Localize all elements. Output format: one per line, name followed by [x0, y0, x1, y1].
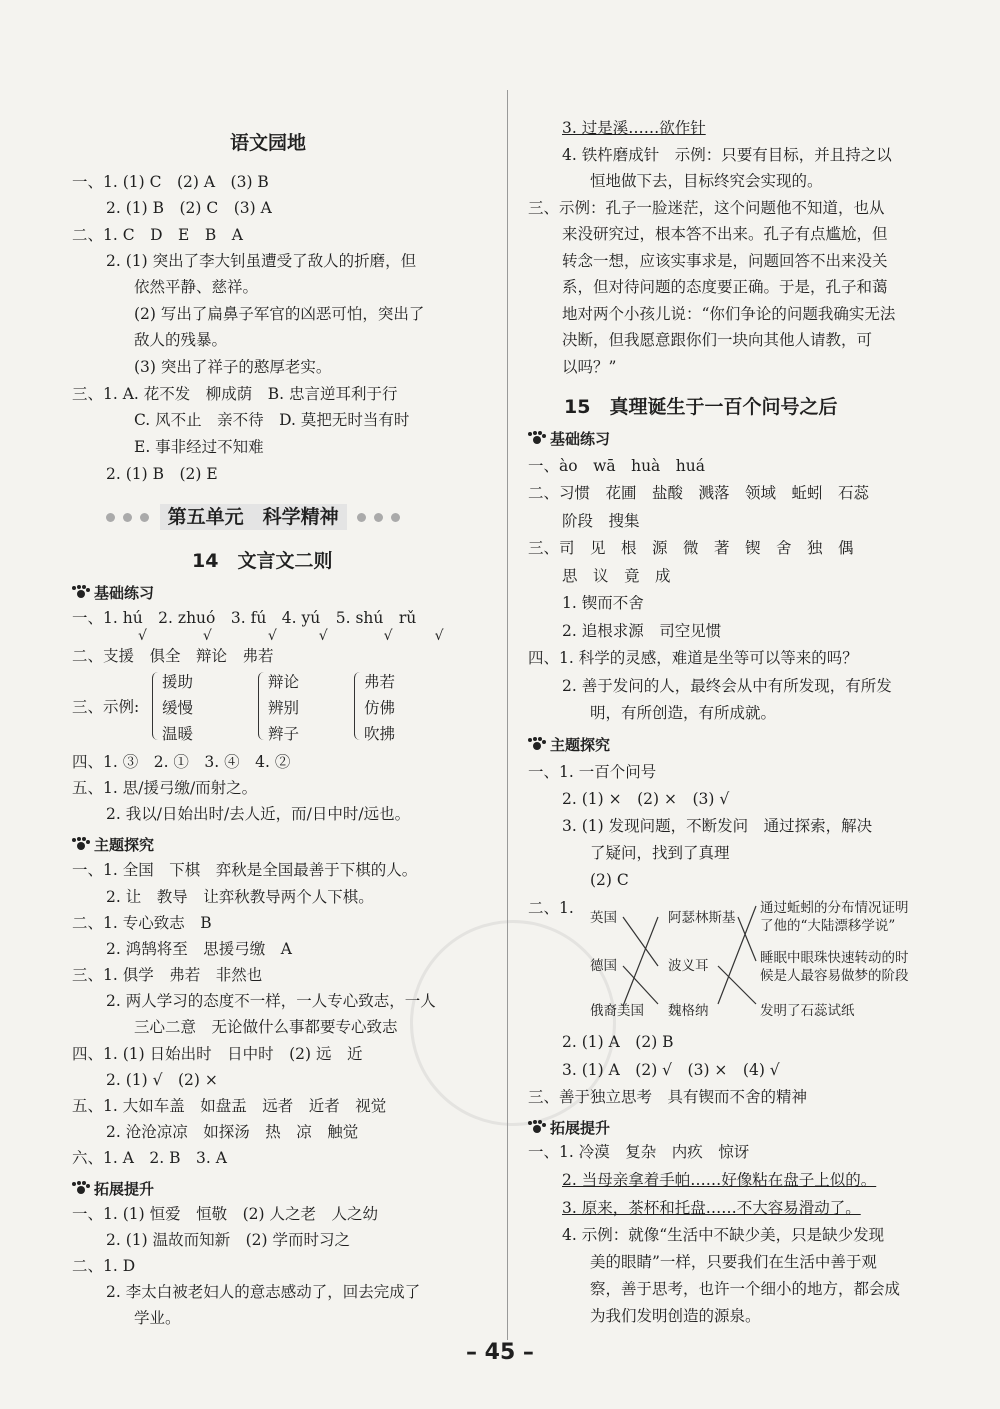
answer-line: 2. (1) 温故而知新 (2) 学而时习之	[106, 1231, 350, 1249]
answer-line: 三、示例：孔子一脸迷茫，这个问题他不知道，也从	[528, 199, 885, 217]
answer-line: 恒地做下去，目标终究会实现的。	[590, 172, 823, 190]
paw-icon	[72, 1181, 90, 1195]
answer-line: 2. 沧沧凉凉 如探汤 热 凉 触觉	[106, 1123, 359, 1141]
match-country: 俄裔美国	[590, 1003, 644, 1019]
match-discovery: 了他的“大陆漂移学说”	[760, 918, 896, 934]
answer-line: 2. 追根求源 司空见惯	[562, 622, 722, 640]
answer-line: 三心二意 无论做什么事都要专心致志	[134, 1018, 398, 1036]
section-header: 主题探究	[528, 734, 610, 755]
answer-line: 一、1. 一百个问号	[528, 763, 657, 781]
unit-title: 第五单元 科学精神	[160, 504, 347, 530]
example-word: 仿佛	[364, 699, 396, 717]
unit-banner	[102, 502, 404, 529]
section-header: 基础练习	[72, 582, 154, 603]
answer-line: 2. (1) A (2) B	[562, 1033, 674, 1051]
check-marks: √ √ √ √ √ √	[138, 628, 444, 644]
answer-line: 一、1. (1) C (2) A (3) B	[72, 173, 269, 191]
answer-line: 系，但对待问题的态度要正确。于是，孔子和蔼	[562, 278, 888, 296]
answer-line: 三、1. 俱学 弗若 非然也	[72, 966, 263, 984]
answer-line: 3. (1) 发现问题，不断发问 通过探索，解决	[562, 817, 873, 835]
answer-line: (2) 写出了扁鼻子军官的凶恶可怕，突出了	[134, 305, 425, 323]
answer-line: 以吗？”	[562, 358, 617, 376]
answer-line: 2. (1) B (2) E	[106, 465, 218, 483]
answer-line: C. 风不止 亲不待 D. 莫把无时当有时	[134, 411, 410, 429]
answer-line: 一、1. 全国 下棋 弈秋是全国最善于下棋的人。	[72, 861, 418, 879]
brace	[354, 672, 360, 740]
answer-line: 二、习惯 花圃 盐酸 溅落 领域 蚯蚓 石蕊	[528, 484, 870, 502]
paw-icon	[528, 737, 546, 751]
answer-line: (2) C	[590, 871, 629, 889]
answer-line: 五、1. 思/援弓缴/而射之。	[72, 779, 258, 797]
answer-line: 一、1. 冷漠 复杂 内疚 惊讶	[528, 1143, 750, 1161]
answer-line: 4. 铁杵磨成针 示例：只要有目标，并且持之以	[562, 146, 892, 164]
answer-line: 三、1. A. 花不发 柳成荫 B. 忠言逆耳利于行	[72, 385, 398, 403]
answer-line: 五、1. 大如车盖 如盘盂 远者 近者 视觉	[72, 1097, 387, 1115]
match-discovery: 通过蚯蚓的分布情况证明	[760, 900, 909, 916]
example-word: 弗若	[364, 673, 396, 691]
answer-line: 三、司 见 根 源 微 著 锲 舍 独 偶	[528, 539, 854, 557]
example-word: 温暖	[162, 725, 194, 743]
answer-line: 4. 示例：就像“生活中不缺少美，只是缺少发现	[562, 1226, 885, 1244]
answer-line: 来没研究过，根本答不出来。孔子有点尴尬，但	[562, 225, 888, 243]
match-discovery: 候是人最容易做梦的阶段	[760, 968, 909, 984]
answer-line: 察，善于思考，也许一个细小的地方，都会成	[590, 1280, 901, 1298]
answer-line: 2. 鸿鹄将至 思援弓缴 A	[106, 940, 292, 958]
match-discovery: 睡眠中眼珠快速转动的时	[760, 950, 909, 966]
answer-line: 四、1. ③ 2. ① 3. ④ 4. ②	[72, 753, 291, 771]
answer-line: 二、1. D	[72, 1257, 136, 1275]
example-word: 辨别	[268, 699, 300, 717]
paw-icon	[528, 431, 546, 445]
answer-line: 二、1. C D E B A	[72, 226, 243, 244]
example-word: 辫子	[268, 725, 300, 743]
answer-line: 一、ào wā huà huá	[528, 457, 705, 475]
answer-line: 2. 我以/日始出时/去人近，而/日中时/远也。	[106, 805, 411, 823]
answer-line: 3. 原来，茶杯和托盘……不大容易滑动了。	[562, 1199, 861, 1217]
lesson-title: 15 真理诞生于一百个问号之后	[564, 396, 838, 418]
answer-line: 为我们发明创造的源泉。	[590, 1307, 761, 1325]
answer-line: 2. 当母亲拿着手帕……好像粘在盘子上似的。	[562, 1171, 877, 1189]
answer-line: 四、1. 科学的灵感，难道是坐等可以等来的吗？	[528, 649, 858, 667]
match-discovery: 发明了石蕊试纸	[760, 1003, 855, 1019]
example-word: 援助	[162, 673, 194, 691]
answer-line: 美的眼睛”一样，只要我们在生活中善于观	[590, 1253, 877, 1271]
section-header: 拓展提升	[72, 1178, 154, 1199]
answer-line: 六、1. A 2. B 3. A	[72, 1149, 227, 1167]
answer-line: 转念一想，应该实事求是，问题回答不出来没关	[562, 252, 888, 270]
match-country: 英国	[590, 910, 617, 926]
answer-line: 2. 李太白被老妇人的意志感动了，回去完成了	[106, 1283, 421, 1301]
match-scientist: 魏格纳	[668, 1003, 709, 1019]
match-country: 德国	[590, 958, 617, 974]
column-divider	[507, 90, 508, 1340]
answer-line: 2. (1) B (2) C (3) A	[106, 199, 272, 217]
paw-icon	[528, 1120, 546, 1134]
answer-line: 阶段 搜集	[562, 512, 640, 530]
answer-line: 二、1. 专心致志 B	[72, 914, 212, 932]
answer-line: 二、支援 俱全 辩论 弗若	[72, 647, 274, 665]
answer-line: 2. 让 教导 让弈秋教导两个人下棋。	[106, 888, 374, 906]
answer-line: 决断，但我愿意跟你们一块向其他人请教，可	[562, 331, 873, 349]
answer-line: 地对两个小孩儿说：“你们争论的问题我确实无法	[562, 305, 896, 323]
answer-line: 1. 锲而不舍	[562, 594, 644, 612]
answer-line: 学业。	[134, 1309, 181, 1327]
section-header: 拓展提升	[528, 1117, 610, 1138]
answer-line: 3. 过是溪……欲作针	[562, 119, 706, 137]
section-header: 基础练习	[528, 428, 610, 449]
paw-icon	[72, 837, 90, 851]
answer-line: 3. (1) A (2) √ (3) × (4) √	[562, 1061, 780, 1079]
answer-line: 了疑问，找到了真理	[590, 844, 730, 862]
match-scientist: 波义耳	[668, 958, 709, 974]
answer-line: 敌人的残暴。	[134, 331, 228, 349]
example-word: 辩论	[268, 673, 300, 691]
answer-line: E. 事非经过不知难	[134, 438, 264, 456]
example-word: 缓慢	[162, 699, 194, 717]
answer-line: 思 议 竟 成	[562, 567, 671, 585]
brace	[152, 672, 158, 740]
answer-line: 四、1. (1) 日始出时 日中时 (2) 远 近	[72, 1045, 363, 1063]
answer-line: (3) 突出了祥子的憨厚老实。	[134, 358, 332, 376]
example-label: 三、示例:	[72, 698, 140, 716]
match-scientist: 阿瑟林斯基	[668, 910, 736, 926]
answer-line: 2. (1) √ (2) ×	[106, 1071, 218, 1089]
answer-line: 一、1. (1) 恒爱 恒敬 (2) 人之老 人之幼	[72, 1205, 378, 1223]
answer-line: 二、1.	[528, 899, 574, 917]
answer-line: 依然平静、慈祥。	[134, 278, 259, 296]
lesson-title: 14 文言文二则	[192, 550, 333, 572]
answer-line: 2. (1) 突出了李大钊虽遭受了敌人的折磨，但	[106, 252, 417, 270]
paw-icon	[72, 585, 90, 599]
example-word: 吹拂	[364, 725, 396, 743]
page-number: – 45 –	[466, 1340, 534, 1365]
answer-line: 三、善于独立思考 具有锲而不舍的精神	[528, 1088, 808, 1106]
answer-line: 2. 两人学习的态度不一样，一人专心致志，一人	[106, 992, 436, 1010]
section-header: 主题探究	[72, 834, 154, 855]
answer-line: 一、1. hú 2. zhuó 3. fú 4. yú 5. shú rǔ	[72, 609, 417, 627]
section-title: 语文园地	[230, 132, 307, 154]
answer-line: 2. 善于发问的人，最终会从中有所发现，有所发	[562, 677, 892, 695]
brace	[258, 672, 264, 740]
answer-line: 明，有所创造，有所成就。	[590, 704, 777, 722]
answer-line: 2. (1) × (2) × (3) √	[562, 790, 730, 808]
